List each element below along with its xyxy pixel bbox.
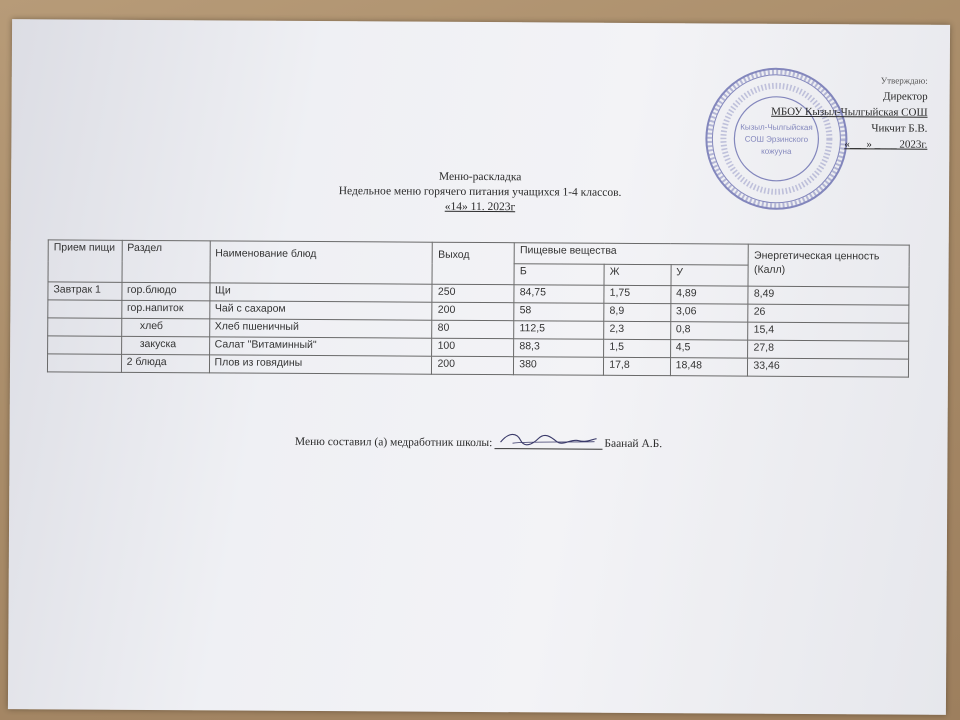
cell-protein: 88,3 [514,339,604,358]
header-section: Раздел [122,240,210,283]
cell-section: 2 блюда [121,354,209,373]
cell-protein: 112,5 [514,321,604,340]
cell-energy: 26 [748,304,909,323]
cell-carbs: 4,5 [670,340,748,358]
cell-dish: Чай с сахаром [209,301,432,320]
cell-energy: 27,8 [748,340,909,359]
cell-meal: Завтрак 1 [48,282,122,300]
cell-yield: 100 [432,338,514,356]
cell-meal [48,318,122,336]
cell-meal [48,300,122,318]
header-meal: Прием пищи [48,240,122,282]
menu-table [47,239,910,377]
compiled-by-label: Меню составил (а) медработник школы: [294,435,493,450]
title-line-2: Недельное меню горячего питания учащихся 1-4 классов. [338,185,622,199]
cell-energy: 33,46 [748,358,909,377]
stamp-line-1: Кызыл-Чылгыйская [740,122,813,133]
menu-date: «14» 11. 2023г [444,200,516,214]
cell-fat: 17,8 [604,357,671,375]
cell-protein: 380 [514,357,604,376]
approval-position: Директор [882,90,928,103]
approval-school: МБОУ Кызыл-Чылгыйская СОШ [771,105,928,119]
cell-section: хлеб [121,318,209,337]
approval-block [771,72,928,153]
cell-protein: 58 [514,303,604,322]
cell-protein: 84,75 [514,285,604,304]
cell-dish: Плов из говядины [209,355,432,374]
header-dish: Наименование блюд [210,241,433,284]
header-carbs: У [671,265,749,286]
compiled-by-name: Баанай А.Б. [604,437,663,451]
approval-name: Чикчит Б.В. [871,122,928,135]
approval-label: Утверждаю: [880,75,928,86]
cell-carbs: 18,48 [670,358,748,376]
cell-carbs: 0,8 [670,322,748,340]
cell-fat: 8,9 [604,303,671,321]
table-header-row [48,240,909,266]
cell-energy: 8,49 [748,286,909,305]
header-fat: Ж [604,264,671,285]
cell-yield: 80 [432,320,514,338]
cell-section: гор.напиток [121,300,209,319]
cell-carbs: 4,89 [671,286,749,304]
stamp-line-3: кожууна [761,146,792,156]
header-yield: Выход [432,242,514,284]
cell-dish: Щи [209,283,432,302]
cell-section: закуска [121,336,209,355]
cell-fat: 1,75 [604,285,671,303]
cell-fat: 2,3 [604,321,671,339]
cell-carbs: 3,06 [670,304,748,322]
cell-section: гор.блюдо [122,282,210,301]
cell-fat: 1,5 [604,339,671,357]
stamp-line-2: СОШ Эрзинского [744,134,809,145]
header-nutrients: Пищевые вещества [514,243,748,265]
table-row [47,354,908,377]
cell-yield: 250 [432,284,514,302]
cell-meal [47,354,121,372]
approval-date: «___» ____ 2023г. [844,138,928,151]
header-energy: Энергетическая ценность (Калл) [748,244,909,287]
cell-meal [48,336,122,354]
cell-yield: 200 [432,356,514,374]
cell-dish: Хлеб пшеничный [209,319,432,338]
cell-energy: 15,4 [748,322,909,341]
header-protein: Б [514,264,604,286]
document-sheet [8,19,950,715]
cell-dish: Салат "Витаминный" [209,337,432,356]
cell-yield: 200 [432,302,514,320]
compiled-by-line [10,433,948,452]
signature-scribble-icon [498,430,598,449]
title-line-1: Меню-раскладка [438,170,522,184]
signature [494,436,602,450]
